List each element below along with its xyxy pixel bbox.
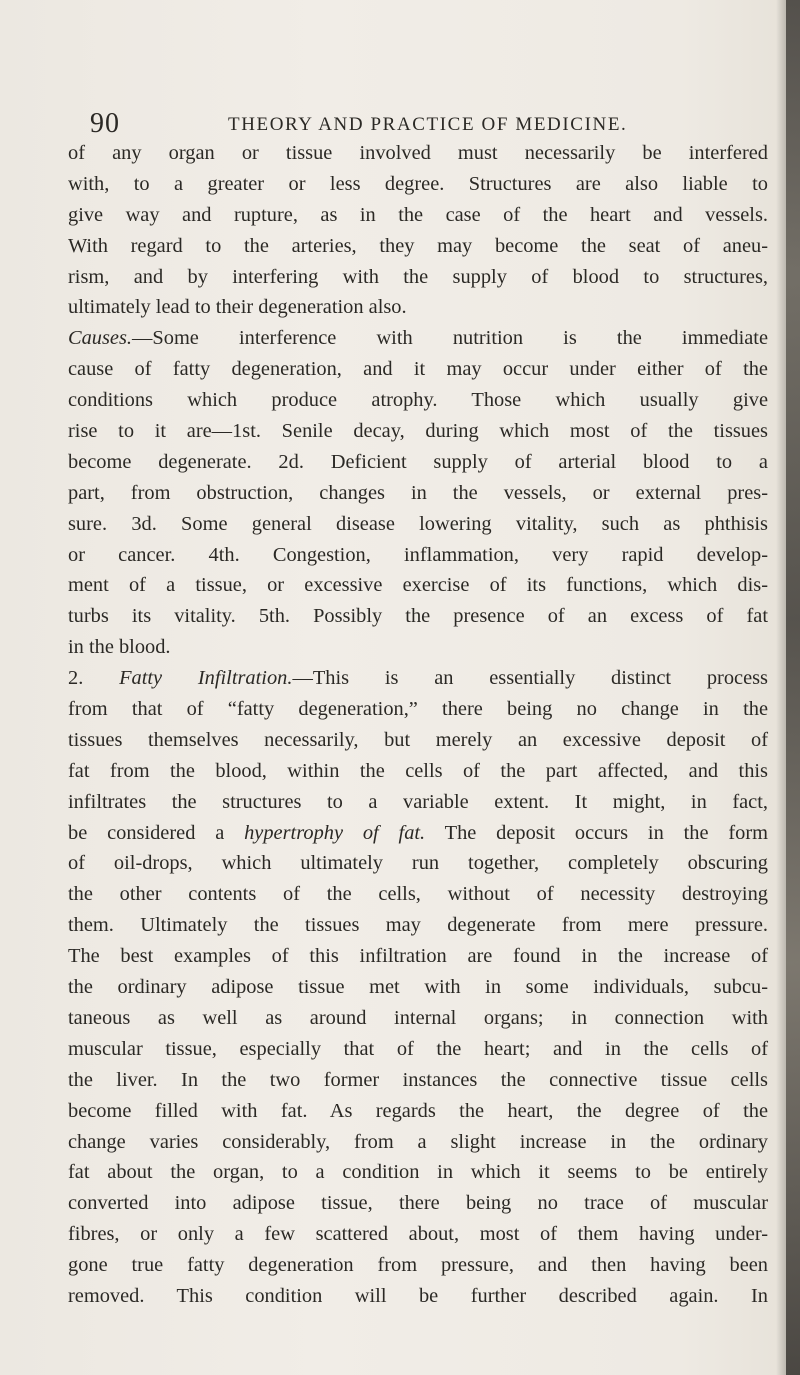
text-segment: become degenerate. 2d. Deficient supply of arterial blood to a [68,450,768,473]
text-line [68,416,768,447]
text-line [68,910,768,941]
text-line [68,663,768,694]
text-segment: them. Ultimately the tissues may degenerate from mere pressure. [68,914,768,937]
text-segment: become filled with fat. As regards the heart, the degree of the [68,1099,768,1122]
text-line [68,1188,768,1219]
text-line [68,972,768,1003]
text-line [68,231,768,262]
text-segment: removed. This condition will be further described again. In [68,1284,768,1307]
text-segment: —This is an essentially distinct process [292,667,768,690]
text-segment: The deposit occurs in the form [425,821,768,844]
text-segment: rise to it are—1st. Senile decay, during which most of the tissues [68,420,768,443]
text-segment: ment of a tissue, or excessive exercise of its functions, which dis- [68,574,768,597]
text-segment: in the blood. [68,636,171,659]
italic-text: Causes. [68,327,133,350]
text-segment: cause of fatty degeneration, and it may occur under either of the [68,358,768,381]
text-segment: or cancer. 4th. Congestion, inflammation, very rapid develop- [68,543,768,566]
text-line [68,601,768,632]
page-number: 90 [90,108,120,139]
body-text [68,138,768,1312]
text-line [68,848,768,879]
text-line [68,262,768,293]
text-segment: With regard to the arteries, they may become the seat of aneu- [68,234,768,257]
text-segment: ultimately lead to their degeneration also. [68,296,407,319]
text-segment: fibres, or only a few scattered about, most of them having under- [68,1223,768,1246]
text-line [68,941,768,972]
text-line [68,1281,768,1312]
text-segment: the other contents of the cells, without of necessity destroying [68,883,768,906]
text-segment: —Some interference with nutrition is the immediate [132,327,768,350]
text-segment: tissues themselves necessarily, but merely an excessive deposit of [68,728,768,751]
text-segment: part, from obstruction, changes in the vessels, or external pres- [68,481,768,504]
text-segment: the liver. In the two former instances the connective tissue cells [68,1068,768,1091]
text-segment: of any organ or tissue involved must necessarily be interfered [68,142,768,164]
text-segment: give way and rupture, as in the case of the heart and vessels. [68,203,768,226]
text-line [68,354,768,385]
text-line [68,879,768,910]
text-line [68,1250,768,1281]
italic-text: hypertrophy of fat. [244,821,426,844]
text-segment: with, to a greater or less degree. Structures are also liable to [68,172,768,195]
text-segment: converted into adipose tissue, there being no trace of muscular [68,1192,768,1215]
text-line [68,509,768,540]
text-segment: change varies considerably, from a slight increase in the ordinary [68,1130,768,1153]
text-line [68,725,768,756]
text-segment: fat about the organ, to a condition in which it seems to be entirely [68,1161,768,1184]
text-line [68,385,768,416]
text-line [68,323,768,354]
text-segment: 2. [68,667,120,690]
text-line [68,787,768,818]
text-line [68,292,768,323]
text-segment: infiltrates the structures to a variable extent. It might, in fact, [68,790,768,813]
text-segment: taneous as well as around internal organs; in connection with [68,1006,768,1029]
text-line [68,138,768,169]
text-segment: of oil-drops, which ultimately run together, completely obscuring [68,852,768,875]
text-line [68,818,768,849]
text-segment: muscular tissue, especially that of the heart; and in the cells of [68,1037,768,1060]
text-line [68,478,768,509]
text-line [68,1003,768,1034]
text-line [68,1096,768,1127]
text-segment: rism, and by interfering with the supply of blood to structures, [68,265,768,288]
text-segment: gone true fatty degeneration from pressure, and then having been [68,1254,768,1277]
text-line [68,169,768,200]
text-line [68,694,768,725]
page-edge-shadow [776,0,786,1375]
text-segment: conditions which produce atrophy. Those which usually give [68,389,768,412]
text-line [68,1065,768,1096]
text-line [68,1127,768,1158]
text-line [68,1157,768,1188]
italic-text: Fatty Infiltration. [119,667,293,690]
text-segment: fat from the blood, within the cells of the part affected, and this [68,759,768,782]
text-segment: The best examples of this infiltration are found in the increase of [68,945,768,968]
text-line [68,632,768,663]
text-line [68,570,768,601]
text-segment: from that of “fatty degeneration,” there being no change in the [68,698,768,721]
text-segment: be considered a [68,821,245,844]
running-head: THEORY AND PRACTICE OF MEDICINE. [228,114,628,135]
text-segment: sure. 3d. Some general disease lowering vitality, such as phthisis [68,512,768,535]
text-line [68,447,768,478]
text-segment: the ordinary adipose tissue met with in some individuals, subcu- [68,976,768,999]
text-line [68,1219,768,1250]
text-line [68,200,768,231]
text-line [68,756,768,787]
text-line [68,1034,768,1065]
page-fore-edge [786,0,800,1375]
text-line [68,540,768,571]
text-segment: turbs its vitality. 5th. Possibly the presence of an excess of fat [68,605,768,628]
